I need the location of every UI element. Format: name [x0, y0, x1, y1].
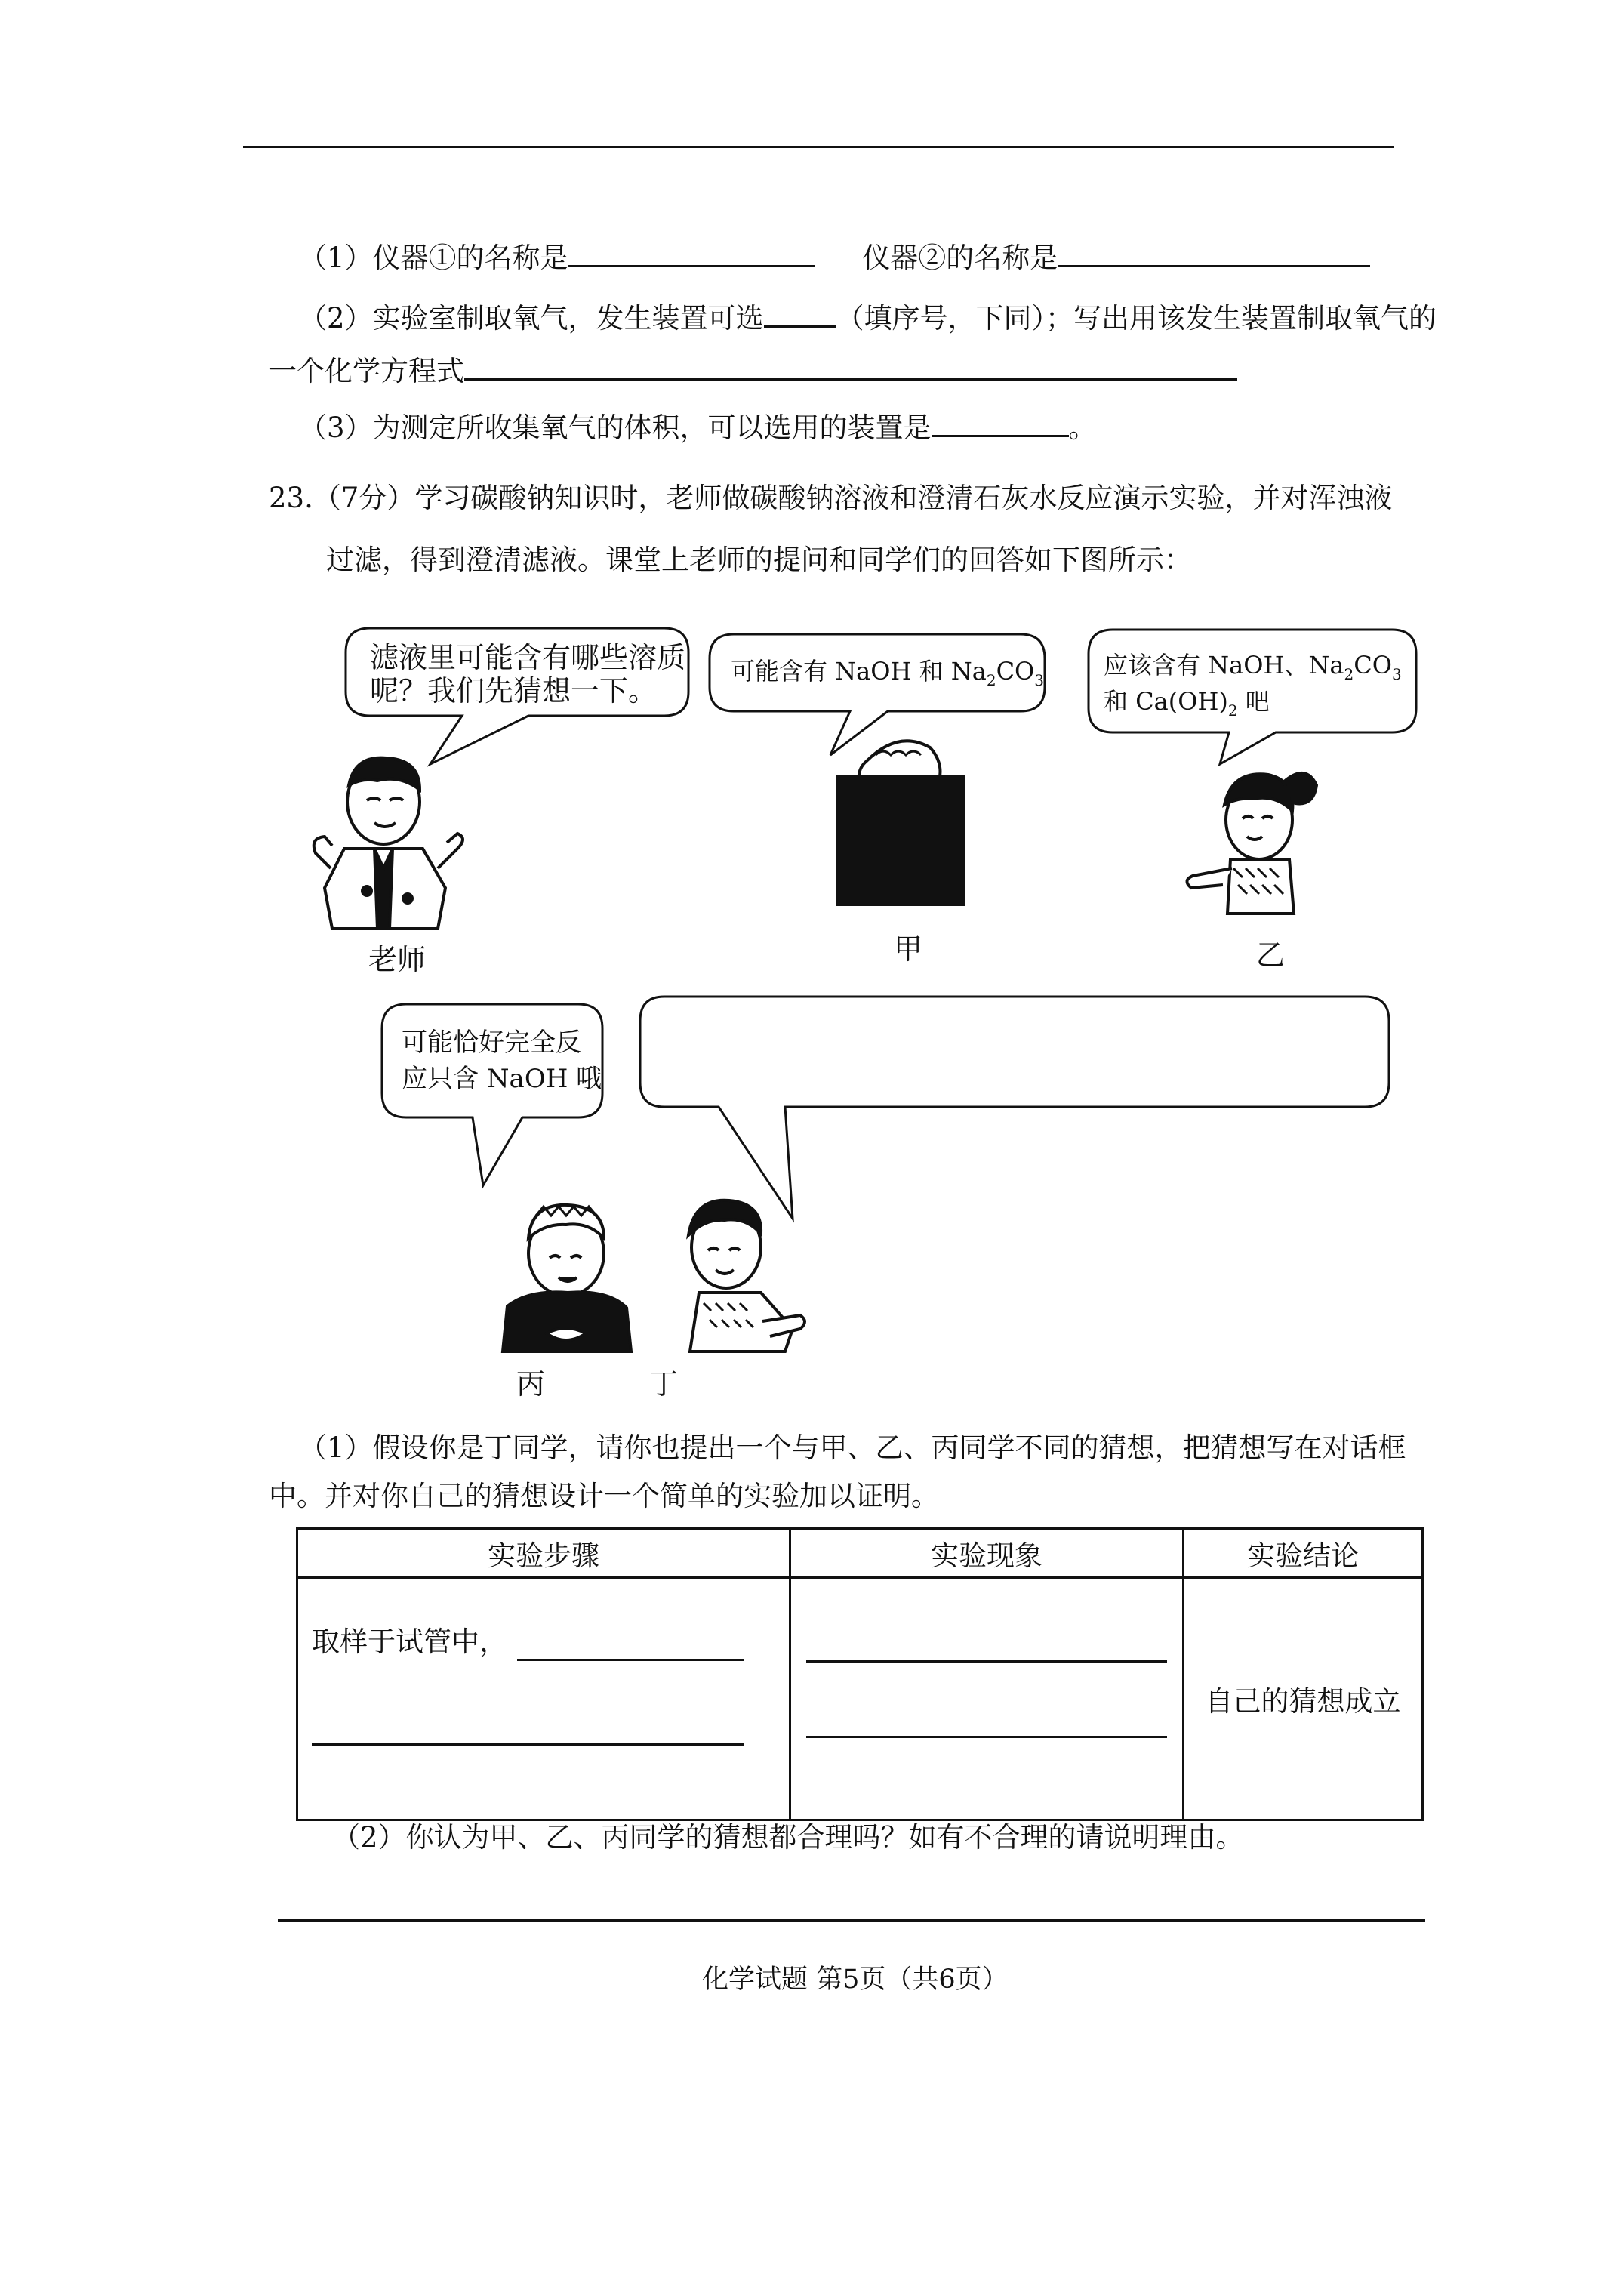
jia-speech-bubble	[710, 634, 1045, 755]
answer-blank[interactable]	[312, 1743, 744, 1746]
jia-name: 甲	[894, 932, 923, 966]
yi-bubble-line-1: 应该含有 NaOH、$Na_2CO_3$	[1104, 651, 1402, 683]
table-cell-conclusion	[1184, 1578, 1423, 1820]
table-cell-steps	[297, 1578, 790, 1820]
teacher-figure	[314, 758, 463, 929]
q22-part2-label-a: （2）实验室制取氧气，发生装置可选	[299, 302, 764, 334]
q23-part1-line-1: （1）假设你是丁同学，请你也提出一个与甲、乙、丙同学不同的猜想，把猜想写在对话框	[299, 1432, 1406, 1464]
table-header-conclusion: 实验结论	[1184, 1529, 1423, 1578]
page-footer: 化学试题 第5页（共6页）	[702, 1965, 1009, 1995]
bing-bubble-line-2: 应只含 NaOH 哦	[402, 1064, 602, 1094]
table-header-steps: 实验步骤	[297, 1529, 790, 1578]
teacher-bubble-line-2: 呢？我们先猜想一下。	[370, 674, 658, 707]
q22-part2-label-c: 一个化学方程式	[269, 355, 464, 387]
q23-intro-line-2: 过滤，得到澄清滤液。课堂上老师的提问和同学们的回答如下图所示：	[326, 544, 1192, 576]
jia-redaction-block	[836, 775, 965, 906]
bing-name: 丙	[516, 1367, 546, 1401]
q23-part1-line-2: 中。并对你自己的猜想设计一个简单的实验加以证明。	[269, 1480, 939, 1512]
experiment-table	[296, 1527, 1424, 1821]
bing-figure	[503, 1205, 631, 1351]
yi-name: 乙	[1256, 938, 1286, 972]
step-prefix: 取样于试管中，	[312, 1626, 507, 1658]
teacher-name: 老师	[368, 943, 427, 976]
q22-part3-label-b: 。	[1068, 411, 1097, 444]
ding-figure	[688, 1200, 805, 1351]
conclusion-text: 自己的猜想成立	[1205, 1685, 1401, 1718]
part2-answer-line[interactable]	[278, 1919, 1425, 1922]
table-cell-phenomena	[790, 1578, 1184, 1820]
jia-figure	[836, 741, 965, 906]
q22-part1-label-b: 仪器②的名称是	[862, 242, 1058, 274]
ding-name: 丁	[649, 1367, 679, 1401]
jia-bubble-text: 可能含有 NaOH 和 $Na_2CO_3$	[731, 657, 1045, 689]
teacher-bubble-line-1: 滤液里可能含有哪些溶质	[370, 641, 686, 674]
q23-part2-line: （2）你认为甲、乙、丙同学的猜想都合理吗？如有不合理的请说明理由。	[332, 1821, 1244, 1854]
answer-blank[interactable]	[806, 1736, 1167, 1738]
q23-intro-line-1: 23.（7分）学习碳酸钠知识时，老师做碳酸钠溶液和澄清石灰水反应演示实验，并对浑浊液	[269, 482, 1393, 514]
yi-bubble-line-2: 和 $Ca(OH)_2$ 吧	[1104, 687, 1270, 720]
table-header-phenomena: 实验现象	[790, 1529, 1184, 1578]
q22-part1-label-a: （1）仪器①的名称是	[299, 242, 568, 274]
bing-bubble-line-1: 可能恰好完全反	[402, 1028, 581, 1058]
answer-blank[interactable]	[517, 1659, 744, 1661]
q22-part2-label-b: （填序号，下同）；写出用该发生装置制取氧气的	[836, 302, 1437, 334]
answer-blank[interactable]	[806, 1660, 1167, 1663]
ding-answer-bubble	[640, 997, 1389, 1219]
yi-figure	[1187, 773, 1317, 914]
q22-part3-label-a: （3）为测定所收集氧气的体积，可以选用的装置是	[299, 411, 932, 444]
